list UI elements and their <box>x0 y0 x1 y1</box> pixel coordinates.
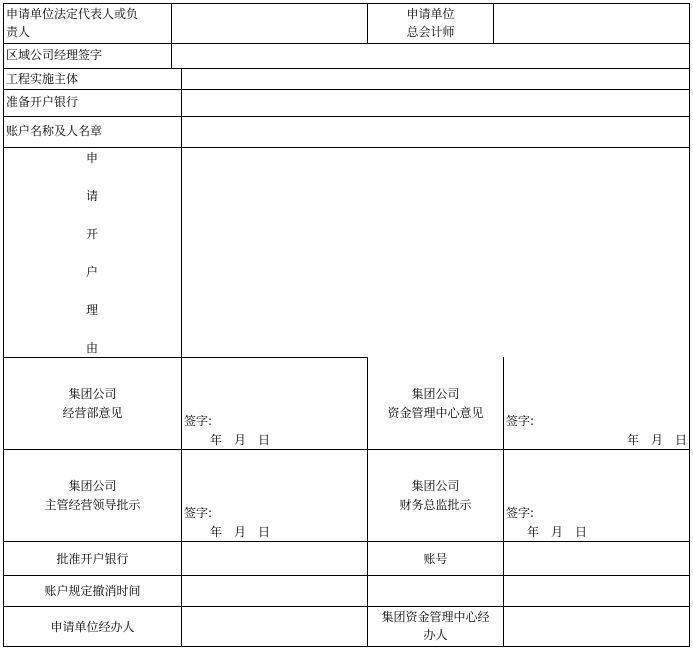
fund-handler-field[interactable] <box>504 607 689 646</box>
cfo-date-label: 年 月 日 <box>527 525 588 539</box>
ops-leader-label-line2: 主管经营领导批示 <box>44 498 141 512</box>
reason-char-5: 理 <box>85 303 98 317</box>
fund-center-date-label: 年 月 日 <box>626 433 687 447</box>
reason-textarea[interactable] <box>182 148 689 357</box>
regional-manager-label: 区域公司经理签字 <box>6 48 103 62</box>
reason-char-6: 由 <box>85 341 98 355</box>
chief-accountant-signature-field[interactable] <box>494 4 689 43</box>
chief-accountant-label-line2: 总会计师 <box>406 25 455 39</box>
fund-center-label-line1: 集团公司 <box>411 387 460 401</box>
project-entity-field[interactable] <box>182 69 689 89</box>
reason-char-3: 开 <box>85 227 98 241</box>
ops-dept-label-line1: 集团公司 <box>68 387 117 401</box>
ops-leader-sign-label: 签字: <box>184 506 213 520</box>
account-number-field[interactable] <box>504 542 689 575</box>
account-name-seal-field[interactable] <box>182 117 689 147</box>
revoke-time-label: 账户规定撤消时间 <box>44 584 141 598</box>
ops-leader-date-label: 年 月 日 <box>210 525 271 539</box>
planned-bank-field[interactable] <box>182 90 689 116</box>
applicant-handler-label: 申请单位经办人 <box>50 620 135 634</box>
revoke-time-field[interactable] <box>182 576 689 606</box>
reason-char-2: 请 <box>85 189 98 203</box>
rule-right <box>689 3 690 647</box>
ops-dept-sign-label: 签字: <box>184 414 213 428</box>
regional-manager-signature-field[interactable] <box>172 44 689 68</box>
legal-rep-signature-field[interactable] <box>172 4 367 43</box>
approved-bank-label: 批准开户银行 <box>56 552 129 566</box>
account-name-seal-label: 账户名称及人名章 <box>6 124 103 138</box>
cfo-sign-label: 签字: <box>506 506 535 520</box>
chief-accountant-label-line1: 申请单位 <box>406 7 455 21</box>
project-entity-label: 工程实施主体 <box>6 72 79 86</box>
cfo-label-line2: 财务总监批示 <box>399 498 472 512</box>
reason-char-1: 申 <box>85 151 98 165</box>
planned-bank-label: 准备开户银行 <box>6 95 79 109</box>
ops-dept-label-line2: 经营部意见 <box>62 406 123 420</box>
fund-handler-label-line1: 集团资金管理中心经 <box>381 610 490 624</box>
approved-bank-field[interactable] <box>182 542 367 575</box>
fund-center-label-line2: 资金管理中心意见 <box>387 406 484 420</box>
legal-rep-label-line1: 申请单位法定代表人或负 <box>6 7 139 21</box>
cfo-label-line1: 集团公司 <box>411 479 460 493</box>
legal-rep-label-line2: 责人 <box>6 25 31 39</box>
fund-center-sign-label: 签字: <box>506 414 535 428</box>
fund-handler-label-line2: 办人 <box>423 628 448 642</box>
ops-dept-date-label: 年 月 日 <box>210 433 271 447</box>
ops-leader-label-line1: 集团公司 <box>68 479 117 493</box>
rule-bottom <box>3 646 690 647</box>
account-number-label: 账号 <box>423 552 448 566</box>
applicant-handler-field[interactable] <box>182 607 367 646</box>
reason-char-4: 户 <box>85 265 98 279</box>
